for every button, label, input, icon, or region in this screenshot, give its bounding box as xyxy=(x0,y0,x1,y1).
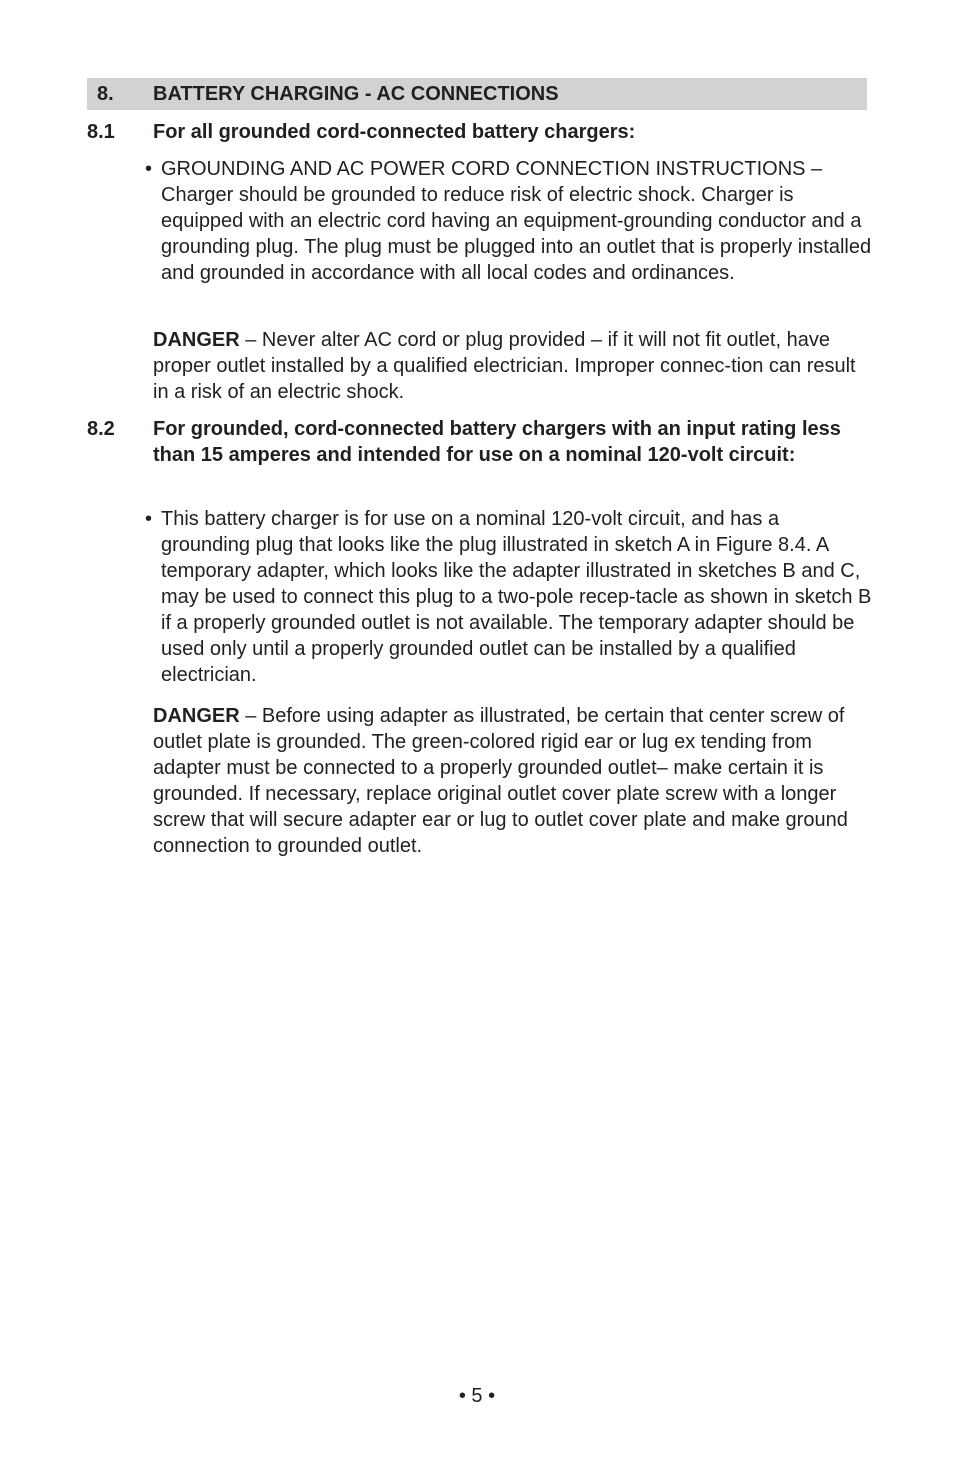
page-number: • 5 • xyxy=(458,1385,496,1407)
bullet-text: This battery charger is for use on a nominal 120-volt circuit, and has a grounding plug that looks like the plug illustrated in sketch A in Figure 8.4. A temporary adapter, which looks like the adapter illustrated in sketches B and C, may be used to connect this plug to a two-pole recep-tacle as shown in sketch B if a properly grounded outlet is not available. The temporary adapter should be used only until a properly grounded outlet can be installed by a qualified electrician. xyxy=(161,508,872,686)
subsection-number: 8.2 xyxy=(87,418,115,440)
section-title: BATTERY CHARGING - AC CONNECTIONS xyxy=(153,83,559,105)
danger-note-cord xyxy=(153,327,868,405)
subsection-8-2-heading xyxy=(87,416,867,494)
subsection-title: For all grounded cord-connected battery chargers: xyxy=(153,121,636,143)
subsection-number: 8.1 xyxy=(87,121,115,143)
danger-label: DANGER xyxy=(153,705,240,727)
subsection-8-1-heading xyxy=(87,119,867,145)
bullet-marker: • xyxy=(145,508,153,530)
bullet-marker: • xyxy=(145,158,153,180)
section-number: 8. xyxy=(97,83,114,105)
bullet-text: GROUNDING AND AC POWER CORD CONNECTION INSTRUCTIONS – Charger should be grounded to reduce risk of electric shock. Charger is equipped with an electric cord having an equipment-grounding conductor and a grounding plug. The plug must be plugged into an outlet that is properly installed and grounded in accordance with all local codes and ordinances. xyxy=(161,158,872,284)
subsection-title: For grounded, cord-connected battery chargers with an input rating less than 15 amperes and intended for use on a nominal 120-volt circuit: xyxy=(153,418,841,466)
section-header xyxy=(87,78,867,110)
danger-note-adapter xyxy=(153,703,868,859)
danger-text: – Before using adapter as illustrated, be certain that center screw of outlet plate is grounded. The green-colored rigid ear or lug ex tending from adapter must be connected to a properly grounded outlet– make certain it is grounded. If necessary, replace original outlet cover plate screw with a longer screw that will secure adapter ear or lug to outlet cover plate and make ground connection to grounded outlet. xyxy=(153,705,848,857)
danger-text: – Never alter AC cord or plug provided – if it will not fit outlet, have proper outlet installed by a qualified electrician. Improper connec-tion can result in a risk of an electric shock. xyxy=(153,329,856,403)
danger-label: DANGER xyxy=(153,329,240,351)
